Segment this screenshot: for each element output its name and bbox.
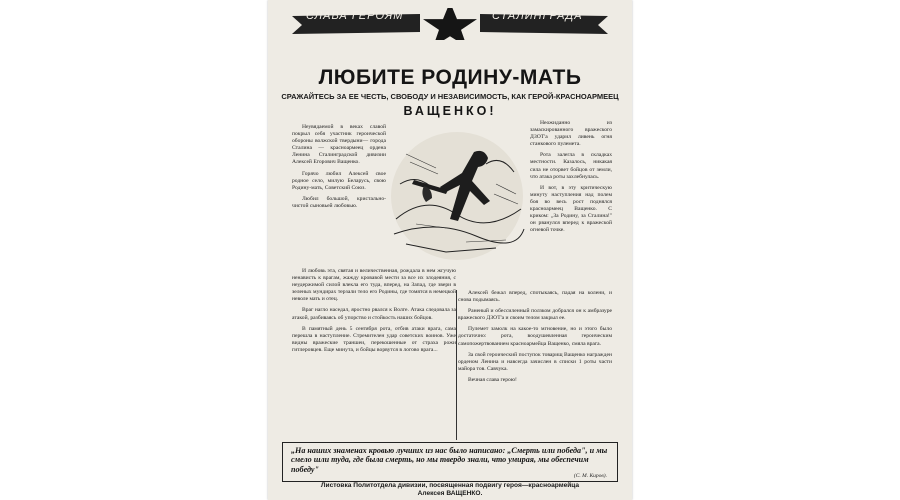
paragraph: И любовь эта, святая и величественная, рождала в нем жгучую ненависть к врагам, жажду кровавой мести за все их злодеяния, с неудержимой силой влекла его туда, вперед, на Запад, где звери в зеленых мундирах терзали тело его Родины, где томятся в немецкой неволе мать и отец. — [292, 268, 456, 303]
paragraph: Любил большой, кристально-чистой сыновьей любовью. — [292, 195, 386, 209]
left-column-top — [292, 124, 386, 214]
paragraph: Неувядаемой в веках славой покрыл себя участник героической обороны волжской твердыни— города Сталина — красноармеец ордена Ленина Сталинградской дивизии Алексей Егорович Ващенко. — [292, 124, 386, 166]
paragraph: За свой героический поступок товарищ Ващенко награжден орденом Ленина и навсегда зачислен в списки 1 роты части майора тов. Савчука. — [458, 351, 612, 372]
paragraph: Алексей бежал вперед, спотыкаясь, падая на колени, и снова подымаясь. — [458, 290, 612, 304]
paragraph: Раненый и обессиленный ползком добрался он к амбразуре вражеского ДЗОТ'а и своим телом закрыл ее. — [458, 308, 612, 322]
banner-right-text: СТАЛИНГРАДА — [492, 10, 583, 22]
leaflet-sheet — [268, 0, 632, 500]
paragraph: Горячо любил Алексей свое родное село, милую Беларусь, свою Родину-мать, Советский Союз. — [292, 170, 386, 191]
right-column-top — [530, 120, 612, 238]
banner-left-text: СЛАВА ГЕРОЯМ — [306, 10, 404, 22]
right-column-bottom — [458, 290, 612, 388]
quote-text: „На наших знаменах кровью лучших из нас было написано: „Смерть или победа", и мы смело шли туда, где была смерть, но мы твердо знали, что умирая, мы обеспечим победу" — [291, 446, 608, 474]
left-column-bottom — [292, 268, 456, 358]
column-divider — [456, 290, 457, 440]
subtitle: СРАЖАЙТЕСЬ ЗА ЕЕ ЧЕСТЬ, СВОБОДУ И НЕЗАВИСИМОСТЬ, КАК ГЕРОЙ-КРАСНОАРМЕЕЦ — [281, 92, 619, 101]
paragraph: В памятный день 5 сентября рота, отбив атаки врага, сама перешла в наступление. Стремителен удар советских воинов. Уже видны вражеские траншеи, перекошенные от страха рожи гитлеровцев. Еще минута, и бойцы ворвутся в логово врага... — [292, 325, 456, 353]
footer — [268, 482, 632, 498]
paragraph: Рота залегла в складках местности. Казалось, никакая сила не оторвет бойцов от земли, что атака роты захлебнулась. — [530, 152, 612, 180]
hero-name: ВАЩЕНКО! — [403, 104, 497, 118]
soldier-illustration — [386, 124, 528, 264]
paragraph: Пулемет замолк на какое-то мгновение, но и этого было достаточно: рота, воодушевленная героическим самопожертвованием красноармейца Ващенко, смяла врага. — [458, 326, 612, 347]
footer-line-1: Листовка Политотдела дивизии, посвященная подвигу героя—красноармейца — [320, 482, 580, 489]
page-title: ЛЮБИТЕ РОДИНУ-МАТЬ — [318, 66, 582, 89]
footer-line-2: Алексея ВАЩЕНКО. — [417, 490, 483, 497]
paragraph: Неожиданно из замаскированного вражеского ДЗОТ'а ударил ливень огня станкового пулемета. — [530, 120, 612, 148]
paragraph: Враг нагло наседал, яростно рвался к Волге. Атака следовала за атакой, разбиваясь об упорство и стойкость наших бойцов. — [292, 307, 456, 321]
quote-box — [282, 442, 618, 482]
paragraph: И вот, в эту критическую минуту наступления над полем боя во весь рост поднялся красноармеец Ващенко. С криком: „За Родину, за Сталина!" он рванулся вперед к вражеской огневой точке. — [530, 184, 612, 234]
quote-author: (С. М. Киров). — [573, 473, 607, 479]
star-icon — [423, 8, 477, 40]
paragraph: Вечная слава герою! — [468, 376, 517, 383]
